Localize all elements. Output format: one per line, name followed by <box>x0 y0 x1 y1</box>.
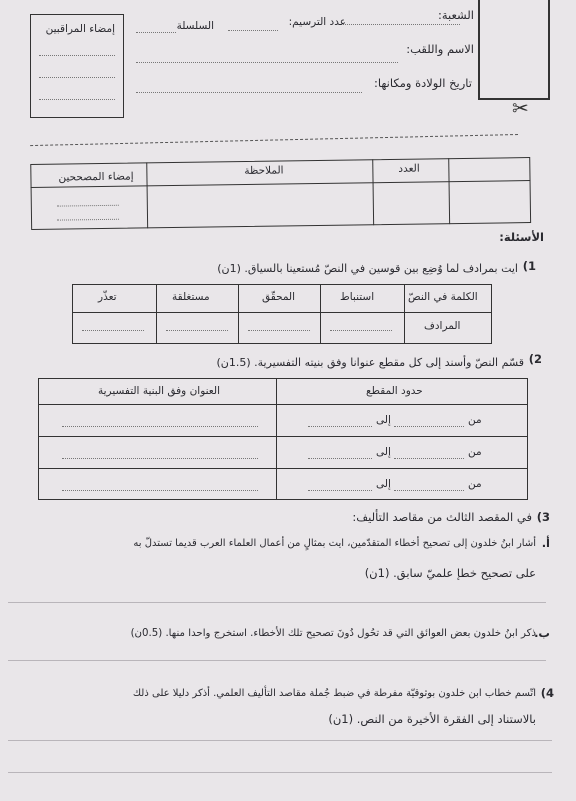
q3-b-letter: ب. <box>534 626 550 640</box>
q1-word: مستغلقة <box>172 291 210 303</box>
q3-a-letter: أ. <box>541 536 550 550</box>
q3-text: في المقصد الثالث من مقاصد التأليف: <box>352 510 532 524</box>
q2-to-label: إلى <box>376 478 391 490</box>
correctors-header: إمضاء المصححين <box>58 170 134 184</box>
q4-text-line2: بالاستناد إلى الفقرة الأخيرة من النص. (1ن) <box>328 712 536 726</box>
q2-to-field[interactable] <box>308 458 372 459</box>
q4-text-line1: اتّسم خطاب ابن خلدون بوثوقيّة مفرطة في ضبط جُملة مقاصد التأليف العلمي. أذكر دليلا على ذلك <box>132 688 536 699</box>
registration-label: عدد الترسيم: <box>288 16 346 28</box>
birth-label: تاريخ الولادة ومكانها: <box>374 76 472 90</box>
q2-title-field[interactable] <box>62 426 258 427</box>
q1-word: المحقّق <box>262 291 296 303</box>
q1-answer-field[interactable] <box>330 330 392 331</box>
q2-to-label: إلى <box>376 446 391 458</box>
q4-answer-line[interactable] <box>8 772 552 773</box>
q2-text: قسّم النصّ وأسند إلى كل مقطع عنوانا وفق بنيته التفسيرية. (1.5ن) <box>216 356 524 369</box>
q3-a-answer-line[interactable] <box>8 602 546 603</box>
q3-a-text-line1: أشار ابنُ خلدون إلى تصحيح أخطاء المتقدّمين، ايت بمثالٍ من أعمال العلماء العرب قديما تستدلّ به <box>133 538 536 549</box>
q2-from-label: من <box>468 414 482 426</box>
name-field[interactable] <box>136 62 398 63</box>
name-label: الاسم واللقب: <box>406 42 474 56</box>
q3-number: 3) <box>536 510 550 524</box>
series-field[interactable] <box>136 32 176 33</box>
q2-from-label: من <box>468 478 482 490</box>
note-header: الملاحظة <box>244 164 284 178</box>
q1-number: 1) <box>522 259 536 273</box>
q2-number: 2) <box>528 352 542 366</box>
q1-word: استنباط <box>340 291 375 303</box>
specialty-label: الشعبة: <box>437 8 474 22</box>
q2-to-label: إلى <box>376 414 391 426</box>
q3-b-text: ذكر ابنُ خلدون بعض العوائق التي قد تحُول دُونَ تصحيح تلك الأخطاء. استخرج واحدا منها. (0.5ن) <box>130 628 536 639</box>
q2-from-label: من <box>468 446 482 458</box>
q2-title-field[interactable] <box>62 490 258 491</box>
q2-from-field[interactable] <box>394 426 464 427</box>
birth-field[interactable] <box>136 92 362 93</box>
q1-row-word-label: الكلمة في النصّ <box>408 291 478 303</box>
q2-title-field[interactable] <box>62 458 258 459</box>
q4-answer-line[interactable] <box>8 740 552 741</box>
photo-frame <box>478 0 550 100</box>
q1-text: ايت بمرادف لما وُضِع بين قوسين في النصّ مُستعينا بالسياق. (1ن) <box>217 262 518 275</box>
q2-to-field[interactable] <box>308 426 372 427</box>
q1-answer-field[interactable] <box>166 330 228 331</box>
q2-from-field[interactable] <box>394 490 464 491</box>
q3-a-text-line2: على تصحيح خطإ علميّ سابق. (1ن) <box>364 566 536 580</box>
questions-title: الأسئلة: <box>499 230 544 244</box>
monitors-label: إمضاء المراقبين <box>45 23 115 35</box>
specialty-field[interactable] <box>340 24 460 25</box>
q2-col-title-header: العنوان وفق البنية التفسيرية <box>98 385 220 397</box>
q2-table <box>38 378 528 500</box>
grading-table <box>30 139 531 230</box>
q1-table <box>72 284 492 344</box>
q3-b-answer-line[interactable] <box>8 660 546 661</box>
q4-number: 4) <box>540 686 554 700</box>
q1-answer-field[interactable] <box>82 330 144 331</box>
q2-to-field[interactable] <box>308 490 372 491</box>
series-label: السلسلة <box>176 20 214 32</box>
scissors-icon: ✂ <box>512 96 529 120</box>
q1-answer-field[interactable] <box>248 330 310 331</box>
q2-from-field[interactable] <box>394 458 464 459</box>
q2-col-bounds-header: حدود المقطع <box>366 385 423 397</box>
q1-row-synonym-label: المرادف <box>424 320 461 332</box>
registration-field[interactable] <box>228 30 278 31</box>
grade-header: العدد <box>398 162 420 175</box>
q1-word: تعذّر <box>98 291 117 303</box>
monitors-signature-box <box>30 14 124 118</box>
